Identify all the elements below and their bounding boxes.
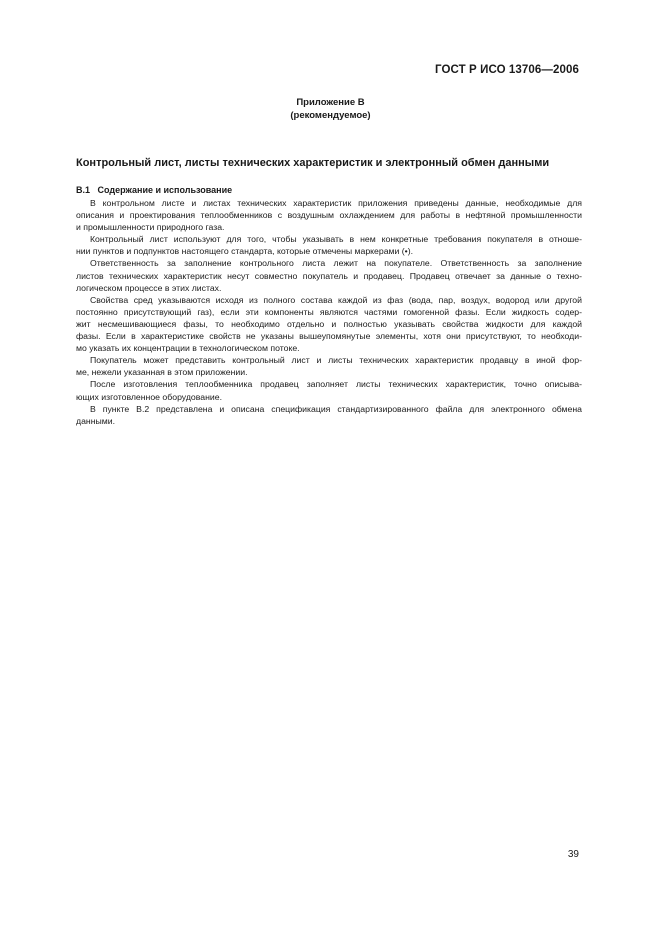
appendix-subtitle: (рекомендуемое) (290, 110, 371, 121)
paragraph (76, 233, 582, 257)
text-line: Покупатель может представить контрольный лист и листы технических характеристик продавцу в иной фор- (90, 355, 582, 366)
text-line: Свойства сред указываются исходя из полного состава каждой из фаз (вода, пар, воздух, водород или другой (90, 294, 582, 305)
section-heading (76, 185, 232, 195)
appendix-heading (0, 96, 661, 122)
section-number: В.1 (76, 185, 91, 195)
paragraph (76, 257, 582, 293)
text-line: данными. (76, 415, 115, 426)
text-line: логическом процессе в этих листах. (76, 282, 222, 293)
text-line: В контрольном листе и листах технических характеристик приложения приведены данные, необходимые для (90, 198, 582, 208)
text-line: ме, нежели указанная в этом приложении. (76, 367, 248, 378)
paragraph (76, 197, 582, 233)
text-line: нии пунктов и подпунктов настоящего стандарта, которые отмечены маркерами (•). (76, 246, 414, 257)
main-title: Контрольный лист, листы технических характеристик и электронный обмен данными (76, 157, 550, 169)
text-line: мо указать их концентрации в технологическом потоке. (76, 343, 300, 354)
text-line: После изготовления теплообменника продавец заполняет листы технических характеристик, точно описыва- (90, 379, 582, 390)
paragraph (76, 378, 582, 402)
text-line: жит несмешивающиеся фазы, то необходимо отдельно и полностью указывать свойства жидкости для каждой (76, 318, 582, 329)
standard-designation: ГОСТ Р ИСО 13706—2006 (434, 64, 579, 76)
paragraph (76, 354, 582, 378)
text-line: листов технических характеристик несут совместно покупатель и продавец. Продавец отвечает за данные о техно- (76, 270, 582, 281)
text-line: В пункте В.2 представлена и описана спецификация стандартизированного файла для электронного обмена (90, 403, 582, 414)
text-line: описания и проектирования теплообменников с воздушным охлаждением для работы в нефтяной промышленности (76, 210, 582, 221)
text-line: и промышленности природного газа. (76, 222, 225, 233)
text-line: фазы. Если в характеристике свойств не указаны вышеупомянутые элементы, хотя они присутствуют, то необходи- (76, 331, 582, 342)
text-line: постоянно присутствующий газ), если эти компоненты являются частями гомогенной фазы. Если жидкость содер- (76, 306, 582, 317)
page-number: 39 (567, 849, 579, 860)
text-line: ющих изготовленное оборудование. (76, 391, 223, 402)
body-text (76, 197, 582, 427)
paragraph (76, 403, 582, 427)
text-line: Контрольный лист используют для того, чтобы указывать в нем конкретные требования покупателя в отноше- (90, 234, 582, 245)
appendix-title: Приложение В (296, 97, 365, 108)
text-line: Ответственность за заполнение контрольного листа лежит на покупателе. Ответственность за заполнение (90, 258, 582, 269)
section-title: Содержание и использование (97, 185, 233, 195)
paragraph (76, 294, 582, 354)
